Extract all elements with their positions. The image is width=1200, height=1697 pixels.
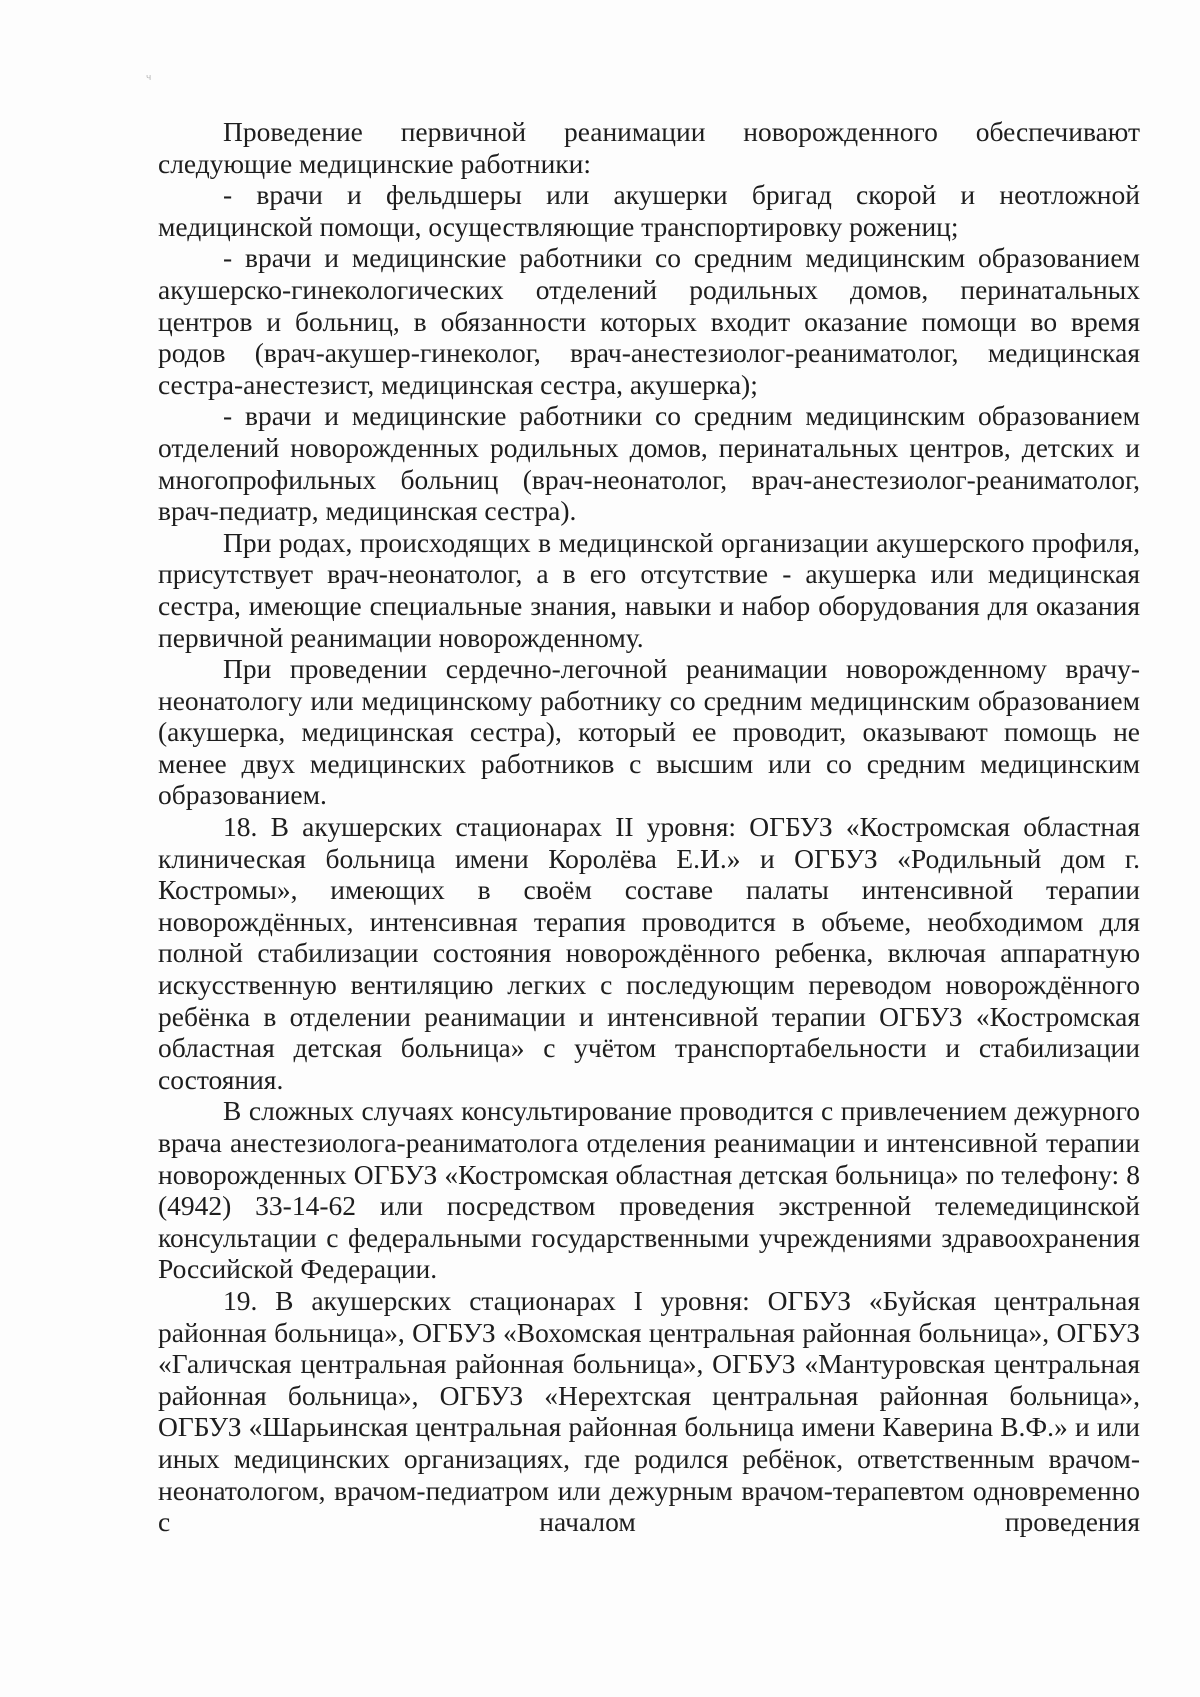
paragraph-intro: Проведение первичной реанимации новорожденного обеспечивают следующие медицинские работники: xyxy=(158,116,1140,179)
paragraph-cpr-assistance: При проведении сердечно-легочной реанимации новорожденному врачу-неонатологу или медицинскому работнику со средним медицинским образованием (акушерка, медицинская сестра), который ее проводит, оказывают помощь не менее двух медицинских работников с высшим или со средним медицинским образованием. xyxy=(158,653,1140,811)
paragraph-list-ambulance: - врачи и фельдшеры или акушерки бригад скорой и неотложной медицинской помощи, осуществляющие транспортировку рожениц; xyxy=(158,179,1140,242)
paragraph-consultation: В сложных случаях консультирование проводится с привлечением дежурного врача анестезиолога-реаниматолога отделения реанимации и интенсивной терапии новорожденных ОГБУЗ «Костромская областная детская больница» по телефону: 8 (4942) 33-14-62 или посредством проведения экстренной телемедицинской консультации с федеральными государственными учреждениями здравоохранения Российской Федерации. xyxy=(158,1095,1140,1285)
paragraph-item-18: 18. В акушерских стационарах II уровня: ОГБУЗ «Костромская областная клиническая больница имени Королёва Е.И.» и ОГБУЗ «Родильный дом г. Костромы», имеющих в своём составе палаты интенсивной терапии новорождённых, интенсивная терапия проводится в объеме, необходимом для полной стабилизации состояния новорождённого ребенка, включая аппаратную искусственную вентиляцию легких с последующим переводом новорождённого ребёнка в отделении реанимации и интенсивной терапии ОГБУЗ «Костромская областная детская больница» с учётом транспортабельности и стабилизации состояния. xyxy=(158,811,1140,1095)
paragraph-list-obstetric: - врачи и медицинские работники со средним медицинским образованием акушерско-гинекологических отделений родильных домов, перинатальных центров и больниц, в обязанности которых входит оказание помощи во время родов (врач-акушер-гинеколог, врач-анестезиолог-реаниматолог, медицинская сестра-анестезист, медицинская сестра, акушерка); xyxy=(158,242,1140,400)
page-mark: ч xyxy=(146,73,152,83)
paragraph-birth-attendance: При родах, происходящих в медицинской организации акушерского профиля, присутствует врач-неонатолог, а в его отсутствие - акушерка или медицинская сестра, имеющие специальные знания, навыки и набор оборудования для оказания первичной реанимации новорожденному. xyxy=(158,526,1140,653)
paragraph-list-neonatal: - врачи и медицинские работники со средним медицинским образованием отделений новорожденных родильных домов, перинатальных центров, детских и многопрофильных больниц (врач-неонатолог, врач-анестезиолог-реаниматолог, врач-педиатр, медицинская сестра). xyxy=(158,400,1140,527)
document-body xyxy=(158,116,1140,1538)
paragraph-item-19: 19. В акушерских стационарах I уровня: ОГБУЗ «Буйская центральная районная больница», ОГБУЗ «Вохомская центральная районная больница», ОГБУЗ «Галичская центральная районная больница», ОГБУЗ «Мантуровская центральная районная больница», ОГБУЗ «Нерехтская центральная районная больница», ОГБУЗ «Шарьинская центральная районная больница имени Каверина В.Ф.» и или иных медицинских организациях, где родился ребёнок, ответственным врачом-неонатологом, врачом-педиатром или дежурным врачом-терапевтом одновременно с началом проведения xyxy=(158,1284,1140,1538)
